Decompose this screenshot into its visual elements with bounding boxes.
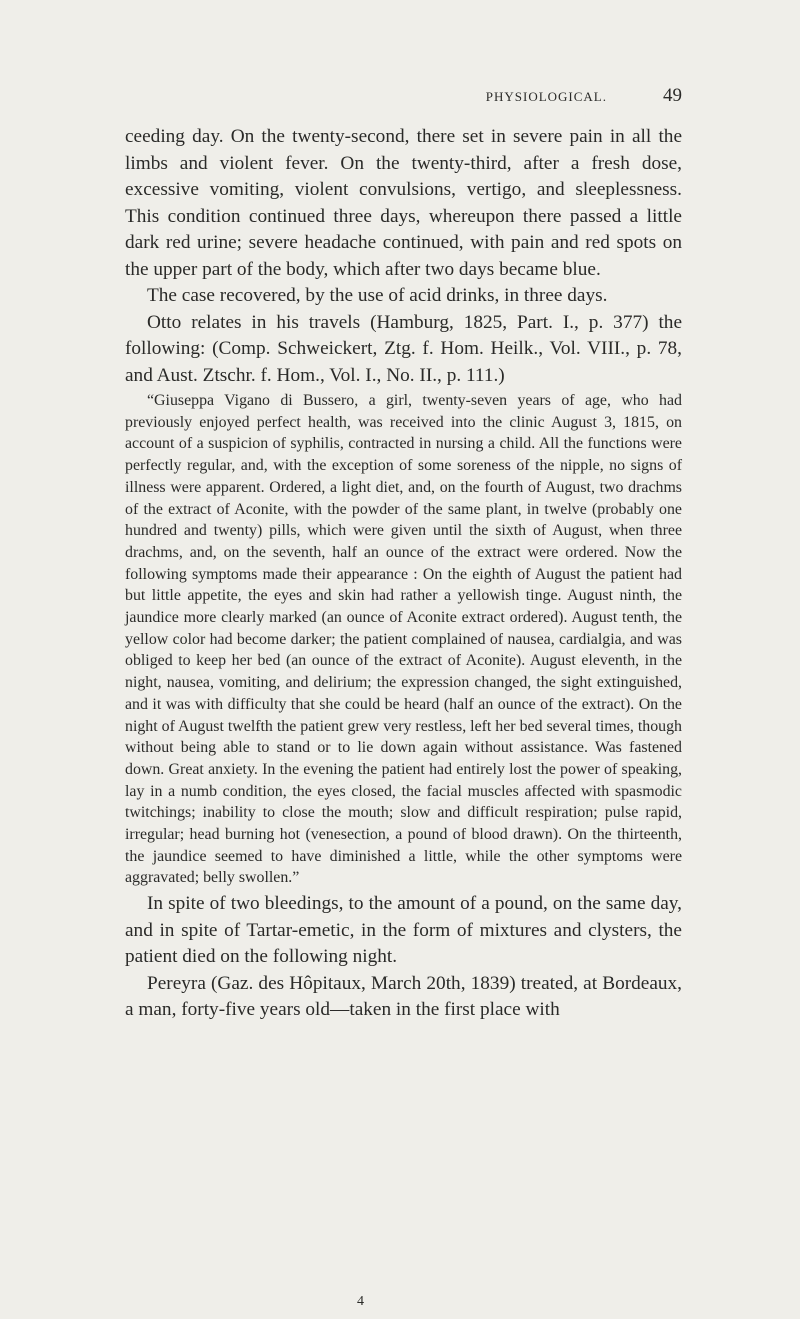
page-body	[125, 124, 682, 1024]
paragraph-recovery: The case recovered, by the use of acid drinks, in three days.	[147, 285, 608, 306]
paragraph-pereyra: Pereyra (Gaz. des Hôpitaux, March 20th, 1839) treated, at Bordeaux, a man, forty-five years old—taken in the first place with	[125, 972, 682, 1021]
case-quotation: “Giuseppa Vigano di Bussero, a girl, twenty-seven years of age, who had previously enjoyed perfect health, was received into the clinic August 3, 1815, on account of a suspicion of syphilis, contracted in nursing a child. All the functions were perfectly regular, and, with the exception of some soreness of the nipple, no signs of illness were apparent. Ordered, a light diet, and, on the fourth of August, two drachms of the extract of Aconite, with the powder of the same plant, in twelve (probably one hundred and twenty) pills, which were given until the sixth of August, when three drachms, and, on the seventh, half an ounce of the extract were ordered. Now the following symptoms made their appearance : On the eighth of August the patient had but little appetite, the eyes and skin had rather a yellowish tinge. August ninth, the jaundice more clearly marked (an ounce of Aconite extract ordered). August tenth, the yellow color had become darker; the patient complained of nausea, cardialgia, and was obliged to keep her bed (an ounce of the extract of Aconite). August eleventh, in the night, nausea, vomiting, and delirium; the expression changed, the sight extinguished, and it was with difficulty that she could be heard (half an ounce of the extract). On the night of August twelfth the patient grew very restless, left her bed several times, though without being able to stand or to lie down again without assistance. Was fastened down. Great anxiety. In the evening the patient had entirely lost the power of speaking, lay in a numb condition, the eyes closed, the facial muscles affected with spasmodic twitchings; inability to close the mouth; slow and difficult respiration; pulse rapid, irregular; head burning hot (venesection, a pound of blood drawn). On the thirteenth, the jaundice seemed to have diminished a little, while the other symptoms were aggravated; belly swollen.”	[125, 392, 682, 887]
paragraph-bleedings: In spite of two bleedings, to the amount of a pound, on the same day, and in spite of Tartar-emetic, in the form of mixtures and clysters, the patient died on the following night.	[125, 893, 682, 968]
paragraph-continuation: ceeding day. On the twenty-second, there set in severe pain in all the limbs and violent fever. On the twenty-third, after a fresh dose, excessive vomiting, violent convulsions, vertigo, and sleeplessness. This condition continued three days, whereupon there passed a little dark red urine; severe headache continued, with pain and red spots on the upper part of the body, which after two days became blue.	[125, 126, 682, 280]
paragraph-otto: Otto relates in his travels (Hamburg, 1825, Part. I., p. 377) the following: (Comp. Schweickert, Ztg. f. Hom. Heilk., Vol. VIII., p. 78, and Aust. Ztschr. f. Hom., Vol. I., No. II., p. 111.)	[125, 311, 682, 386]
running-head: PHYSIOLOGICAL.	[485, 89, 607, 104]
page-header	[125, 85, 682, 109]
page-number: 49	[663, 85, 682, 106]
signature-mark: 4	[357, 1294, 364, 1309]
